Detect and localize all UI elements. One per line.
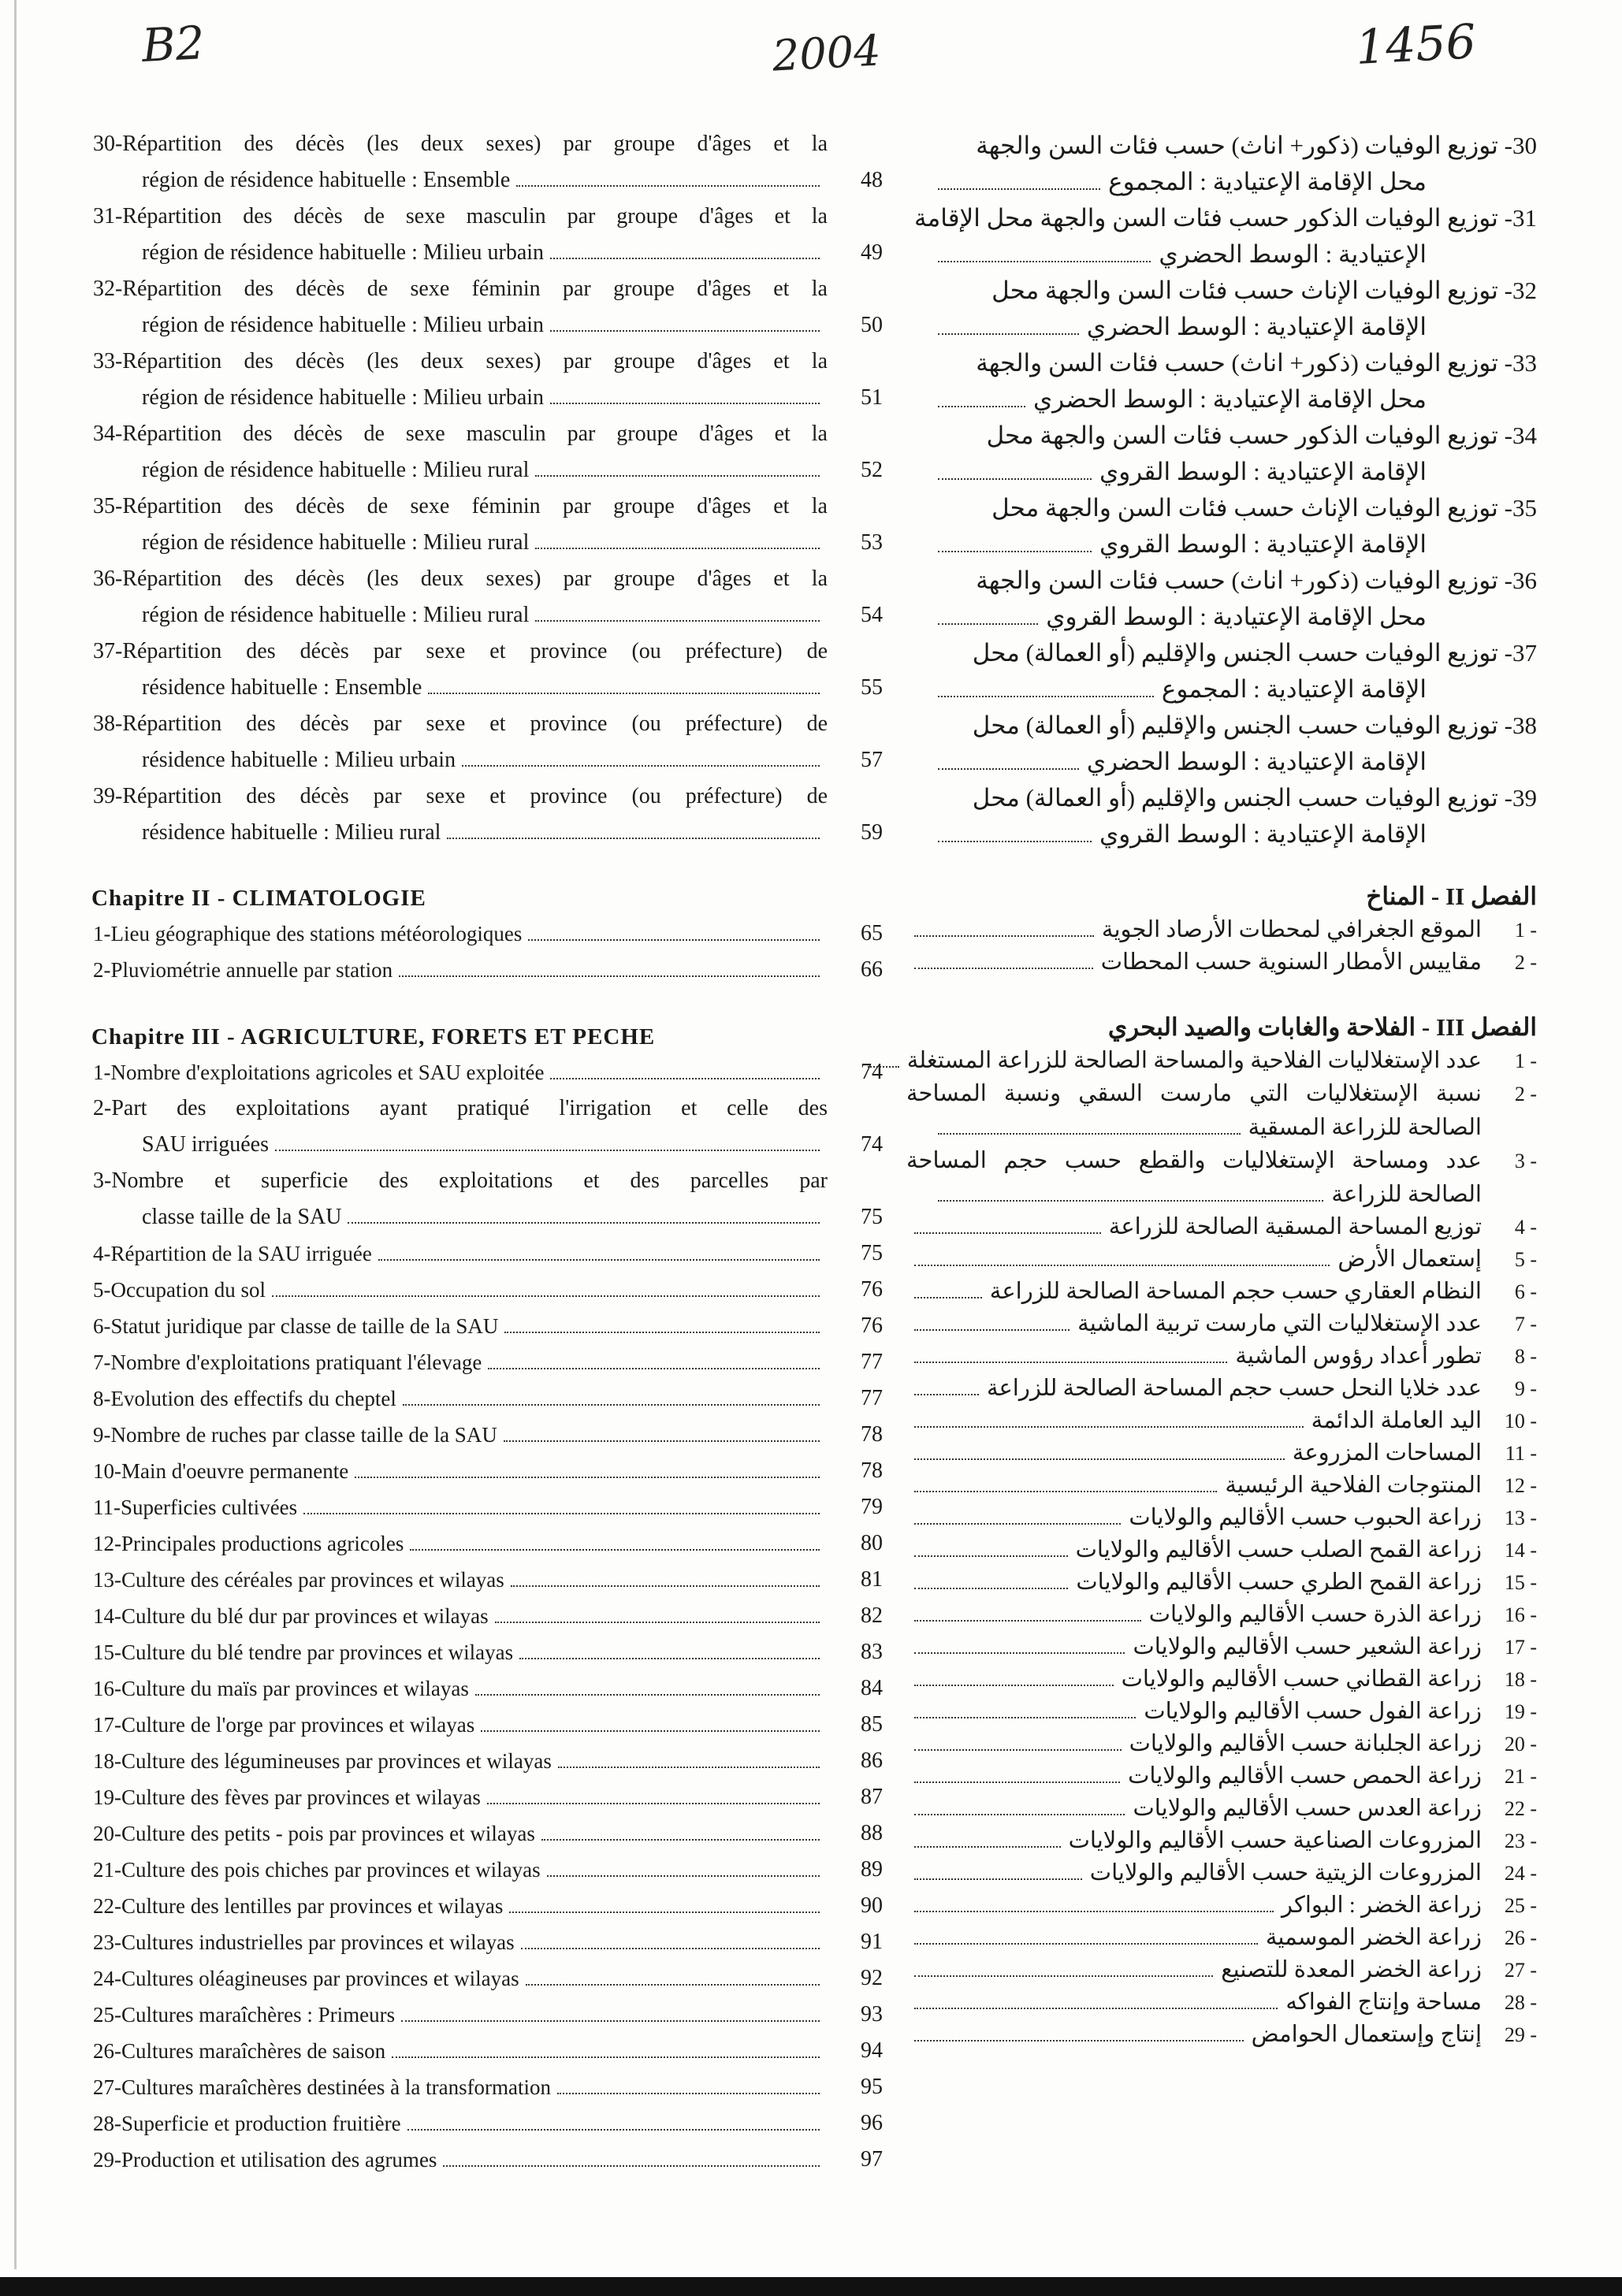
page-number: 84 [861, 1676, 883, 1700]
page-number: 93 [861, 2002, 883, 2027]
entry-number: 8 - [1514, 1345, 1537, 1368]
page-number: 76 [861, 1277, 883, 1302]
page-number: 59 [861, 820, 883, 845]
page-number: 55 [861, 675, 883, 700]
page-number: 94 [861, 2038, 883, 2063]
toc-entry: 17-Culture de l'orge par provinces et wilayas 85 [87, 1707, 883, 1743]
chapter-title-agriculture: Chapitre III - AGRICULTURE, FORETS ET PECHE [91, 1024, 656, 1050]
toc-entry-ar: 24 - المزروعات الزيتية حسب الأقاليم والولايات [906, 1857, 1537, 1889]
toc-entry: 24-Cultures oléagineuses par provinces et wilayas 92 [87, 1960, 883, 1997]
toc-entry: 4-Répartition de la SAU irriguée 75 [87, 1235, 883, 1272]
page-number: 54 [861, 603, 883, 627]
page-number: 82 [861, 1603, 883, 1628]
toc-entry-ar: 2 - مقاييس الأمطار السنوية حسب المحطات [906, 946, 1537, 979]
page-number: 77 [861, 1350, 883, 1374]
page-number: 83 [861, 1640, 883, 1664]
toc-entry-ar: 9 - عدد خلايا النحل حسب حجم المساحة الصالحة للزراعة [906, 1373, 1537, 1405]
toc-entry: 9-Nombre de ruches par classe taille de la SAU 78 [87, 1417, 883, 1453]
toc-entry-ar: 32- توزيع الوفيات الإناث حسب فئات السن والجهة محل الإقامة الإعتيادية : الوسط الحضري [906, 273, 1537, 345]
toc-entry-ar: 3 - عدد ومساحة الإستغلاليات والقطع حسب حجم المساحة الصالحة للزراعة [906, 1144, 1537, 1211]
entry-number: 23 - [1504, 1830, 1537, 1852]
entry-number: 10 - [1504, 1410, 1537, 1432]
toc-entry-ar: 6 - النظام العقاري حسب حجم المساحة الصالحة للزراعة [906, 1276, 1537, 1308]
toc-entry-ar: 16 - زراعة الذرة حسب الأقاليم والولايات [906, 1599, 1537, 1631]
toc-entry-ar: 19 - زراعة الفول حسب الأقاليم والولايات [906, 1696, 1537, 1728]
toc-entry: 34-Répartition des décès de sexe masculin par groupe d'âges et la région de résidence habituelle : Milieu rural 52 [87, 416, 883, 489]
entry-number: 1 - [1514, 919, 1537, 942]
toc-entry: 29-Production et utilisation des agrumes 97 [87, 2142, 883, 2178]
toc-entry-ar: 14 - زراعة القمح الصلب حسب الأقاليم والولايات [906, 1534, 1537, 1566]
toc-entry-ar: 34- توزيع الوفيات الذكور حسب فئات السن والجهة محل الإقامة الإعتيادية : الوسط القروي [906, 418, 1537, 490]
chapter-2-entries [87, 916, 883, 988]
toc-entry-ar: 1 - عدد الإستغلاليات الفلاحية والمساحة الصالحة للزراعة المستغلة [906, 1045, 1537, 1077]
toc-entry: 16-Culture du maïs par provinces et wilayas 84 [87, 1670, 883, 1707]
toc-entry-ar: 18 - زراعة القطاني حسب الأقاليم والولايات [906, 1663, 1537, 1696]
entry-number: 7 - [1514, 1313, 1537, 1336]
toc-entry-ar: 36- توزيع الوفيات (ذكور+ اناث) حسب فئات السن والجهة محل الإقامة الإعتيادية : الوسط القروي [906, 563, 1537, 635]
toc-entry-ar: 35- توزيع الوفيات الإناث حسب فئات السن والجهة محل الإقامة الإعتيادية : الوسط القروي [906, 490, 1537, 563]
page-number: 74 [861, 1132, 883, 1157]
toc-entry-ar: 29 - إنتاج وإستعمال الحوامض [906, 2019, 1537, 2051]
page-number: 87 [861, 1785, 883, 1809]
toc-entry-ar: 7 - عدد الإستغلاليات التي مارست تربية الماشية [906, 1308, 1537, 1340]
entry-number: 9 - [1514, 1377, 1537, 1400]
toc-entry-ar: 21 - زراعة الحمص حسب الأقاليم والولايات [906, 1760, 1537, 1793]
entry-number: 19 - [1504, 1700, 1537, 1723]
toc-arabic-column [906, 128, 1537, 2051]
scan-edge [14, 0, 17, 2269]
chapter-3-entries [87, 1054, 883, 2178]
toc-entry: 39-Répartition des décès par sexe et province (ou préfecture) de résidence habituelle : Milieu rural 59 [87, 778, 883, 851]
toc-entry-ar: 4 - توزيع المساحة المسقية الصالحة للزراعة [906, 1211, 1537, 1243]
entry-number: 6 - [1514, 1280, 1537, 1303]
toc-entry: 37-Répartition des décès par sexe et province (ou préfecture) de résidence habituelle : Ensemble 55 [87, 633, 883, 706]
toc-entry-ar: 5 - إستعمال الأرض [906, 1243, 1537, 1276]
toc-entry: 38-Répartition des décès par sexe et province (ou préfecture) de résidence habituelle : Milieu urbain 57 [87, 706, 883, 778]
toc-entry-ar: 25 - زراعة الخضر : البواكر [906, 1889, 1537, 1922]
page-number: 95 [861, 2075, 883, 2099]
toc-entry-ar: 11 - المساحات المزروعة [906, 1437, 1537, 1469]
page-number: 49 [861, 240, 883, 265]
page-number: 79 [861, 1495, 883, 1519]
toc-entry: 36-Répartition des décès (les deux sexes) par groupe d'âges et la région de résidence habituelle : Milieu rural 54 [87, 561, 883, 633]
entry-number: 26 - [1504, 1926, 1537, 1949]
entry-number: 2 - [1514, 1083, 1537, 1105]
toc-entry: 10-Main d'oeuvre permanente 78 [87, 1453, 883, 1489]
toc-entry: 15-Culture du blé tendre par provinces et wilayas 83 [87, 1634, 883, 1670]
toc-entry: 32-Répartition des décès de sexe féminin par groupe d'âges et la région de résidence habituelle : Milieu urbain 50 [87, 271, 883, 344]
entry-number: 3 - [1514, 1150, 1537, 1172]
arabic-entries-30-39 [906, 128, 1537, 853]
toc-entry: 5-Occupation du sol 76 [87, 1272, 883, 1308]
page-number: 89 [861, 1857, 883, 1882]
entry-number: 13 - [1504, 1507, 1537, 1529]
toc-entry: 22-Culture des lentilles par provinces et wilayas 90 [87, 1888, 883, 1924]
toc-entry: 25-Cultures maraîchères : Primeurs 93 [87, 1997, 883, 2033]
toc-entry: 13-Culture des céréales par provinces et wilayas 81 [87, 1562, 883, 1598]
toc-entry-ar: 2 - نسبة الإستغلاليات التي مارست السقي ونسبة المساحة الصالحة للزراعة المسقية [906, 1077, 1537, 1144]
chapter-title-agriculture-ar: الفصل III - الفلاحة والغابات والصيد البحري [1107, 1013, 1537, 1041]
page-number: 50 [861, 313, 883, 337]
toc-entry-ar: 39- توزيع الوفيات حسب الجنس والإقليم (أو العمالة) محل الإقامة الإعتيادية : الوسط القروي [906, 780, 1537, 853]
entry-number: 18 - [1504, 1668, 1537, 1691]
page-number: 86 [861, 1748, 883, 1773]
toc-entry: 1-Lieu géographique des stations météorologiques 65 [87, 916, 883, 952]
toc-entry-ar: 28 - مساحة وإنتاج الفواكه [906, 1986, 1537, 2019]
entry-number: 5 - [1514, 1248, 1537, 1271]
toc-entry-ar: 12 - المنتوجات الفلاحية الرئيسية [906, 1469, 1537, 1502]
page-number: 65 [861, 921, 883, 946]
page-number: 75 [861, 1205, 883, 1229]
toc-entry-ar: 20 - زراعة الجلبانة حسب الأقاليم والولايات [906, 1728, 1537, 1760]
page-number: 52 [861, 458, 883, 482]
handwritten-year: 2004 [771, 25, 882, 81]
toc-entry-ar: 13 - زراعة الحبوب حسب الأقاليم والولايات [906, 1502, 1537, 1534]
toc-entry: 33-Répartition des décès (les deux sexes) par groupe d'âges et la région de résidence habituelle : Milieu urbain 51 [87, 344, 883, 416]
entry-number: 20 - [1504, 1733, 1537, 1755]
toc-entry: 30-Répartition des décès (les deux sexes) par groupe d'âges et la région de résidence habituelle : Ensemble 48 [87, 126, 883, 199]
page-number: 66 [861, 957, 883, 982]
toc-entry: 14-Culture du blé dur par provinces et wilayas 82 [87, 1598, 883, 1634]
page-number: 78 [861, 1422, 883, 1447]
entry-number: 25 - [1504, 1894, 1537, 1917]
toc-entry: 18-Culture des légumineuses par provinces et wilayas 86 [87, 1743, 883, 1779]
french-entries-30-39 [87, 126, 883, 851]
toc-entry: 8-Evolution des effectifs du cheptel 77 [87, 1380, 883, 1417]
entry-number: 17 - [1504, 1636, 1537, 1659]
chapter-3-entries-ar [906, 1045, 1537, 2051]
toc-entry: 11-Superficies cultivées 79 [87, 1489, 883, 1525]
toc-entry-ar: 15 - زراعة القمح الطري حسب الأقاليم والولايات [906, 1566, 1537, 1599]
entry-number: 21 - [1504, 1765, 1537, 1788]
toc-entry-ar: 22 - زراعة العدس حسب الأقاليم والولايات [906, 1793, 1537, 1825]
page-number: 88 [861, 1821, 883, 1845]
page-number: 81 [861, 1567, 883, 1592]
toc-entry: 1-Nombre d'exploitations agricoles et SAU exploitée 74 [87, 1054, 883, 1090]
toc-entry: 3-Nombre et superficie des exploitations et des parcelles par classe taille de la SAU 75 [87, 1163, 883, 1235]
toc-entry-ar: 38- توزيع الوفيات حسب الجنس والإقليم (أو العمالة) محل الإقامة الإعتيادية : الوسط الحضري [906, 708, 1537, 780]
toc-entry: 6-Statut juridique par classe de taille de la SAU 76 [87, 1308, 883, 1344]
toc-entry: 2-Part des exploitations ayant pratiqué l'irrigation et celle des SAU irriguées 74 [87, 1090, 883, 1163]
toc-entry-ar: 37- توزيع الوفيات حسب الجنس والإقليم (أو العمالة) محل الإقامة الإعتيادية : المجموع [906, 635, 1537, 708]
toc-entry-ar: 8 - تطور أعداد رؤوس الماشية [906, 1340, 1537, 1373]
entry-number: 29 - [1504, 2023, 1537, 2046]
toc-entry-ar: 23 - المزروعات الصناعية حسب الأقاليم والولايات [906, 1825, 1537, 1857]
chapter-title-climatologie: Chapitre II - CLIMATOLOGIE [91, 886, 426, 911]
page-number: 57 [861, 748, 883, 772]
entry-number: 22 - [1504, 1797, 1537, 1820]
entry-number: 11 - [1505, 1442, 1537, 1465]
toc-entry-ar: 31- توزيع الوفيات الذكور حسب فئات السن والجهة محل الإقامة الإعتيادية : الوسط الحضري [914, 204, 1537, 268]
entry-number: 2 - [1514, 951, 1537, 974]
page-number: 80 [861, 1531, 883, 1555]
entry-number: 1 - [1514, 1050, 1537, 1072]
toc-entry-ar: 17 - زراعة الشعير حسب الأقاليم والولايات [906, 1631, 1537, 1663]
page-number: 92 [861, 1966, 883, 1990]
entry-number: 4 - [1514, 1216, 1537, 1239]
toc-entry-ar: 1 - الموقع الجغرافي لمحطات الأرصاد الجوية [906, 914, 1537, 946]
page-number: 78 [861, 1458, 883, 1483]
entry-number: 16 - [1504, 1603, 1537, 1626]
toc-entry: 7-Nombre d'exploitations pratiquant l'élevage 77 [87, 1344, 883, 1380]
entry-number: 28 - [1504, 1991, 1537, 2014]
entry-number: 15 - [1504, 1571, 1537, 1594]
toc-entry: 35-Répartition des décès de sexe féminin par groupe d'âges et la région de résidence habituelle : Milieu rural 53 [87, 489, 883, 561]
toc-entry: 26-Cultures maraîchères de saison 94 [87, 2033, 883, 2069]
toc-entry: 20-Culture des petits - pois par provinces et wilayas 88 [87, 1815, 883, 1852]
toc-entry: 31-Répartition des décès de sexe masculin par groupe d'âges et la région de résidence habituelle : Milieu urbain 49 [87, 199, 883, 271]
page-number: 48 [861, 168, 883, 192]
toc-entry: 2-Pluviométrie annuelle par station 66 [87, 952, 883, 988]
page-number: 90 [861, 1893, 883, 1918]
entry-number: 27 - [1504, 1959, 1537, 1982]
page-number: 74 [861, 1060, 883, 1084]
toc-entry: 27-Cultures maraîchères destinées à la transformation 95 [87, 2069, 883, 2105]
toc-entry: 19-Culture des fèves par provinces et wilayas 87 [87, 1779, 883, 1815]
chapter-title-climate-ar: الفصل II - المناخ [1366, 882, 1537, 910]
entry-number: 14 - [1504, 1539, 1537, 1562]
toc-french-column [87, 126, 883, 2178]
toc-entry: 12-Principales productions agricoles 80 [87, 1525, 883, 1562]
scan-bottom-edge [0, 2277, 1622, 2296]
handwritten-number: 1456 [1354, 14, 1478, 76]
page-number: 53 [861, 530, 883, 555]
toc-entry-ar: 27 - زراعة الخضر المعدة للتصنيع [906, 1954, 1537, 1986]
toc-entry-ar: 10 - اليد العاملة الدائمة [906, 1405, 1537, 1437]
toc-entry: 23-Cultures industrielles par provinces et wilayas 91 [87, 1924, 883, 1960]
page-number: 75 [861, 1241, 883, 1265]
page-number: 77 [861, 1386, 883, 1410]
page-number: 76 [861, 1313, 883, 1338]
chapter-2-entries-ar [906, 914, 1537, 979]
entry-number: 24 - [1504, 1862, 1537, 1885]
page-number: 85 [861, 1712, 883, 1737]
page-number: 97 [861, 2147, 883, 2172]
toc-entry-ar: 33- توزيع الوفيات (ذكور+ اناث) حسب فئات السن والجهة محل الإقامة الإعتيادية : الوسط الحضري [906, 345, 1537, 418]
toc-entry: 21-Culture des pois chiches par provinces et wilayas 89 [87, 1852, 883, 1888]
page-number: 96 [861, 2111, 883, 2135]
toc-entry-ar: 30- توزيع الوفيات (ذكور+ اناث) حسب فئات السن والجهة محل الإقامة الإعتيادية : المجموع [906, 128, 1537, 200]
toc-entry: 28-Superficie et production fruitière 96 [87, 2105, 883, 2142]
page-number: 51 [861, 385, 883, 410]
toc-entry-ar: 26 - زراعة الخضر الموسمية [906, 1922, 1537, 1954]
handwritten-mark-left: B2 [140, 15, 206, 73]
entry-number: 12 - [1504, 1474, 1537, 1497]
page-number: 91 [861, 1930, 883, 1954]
